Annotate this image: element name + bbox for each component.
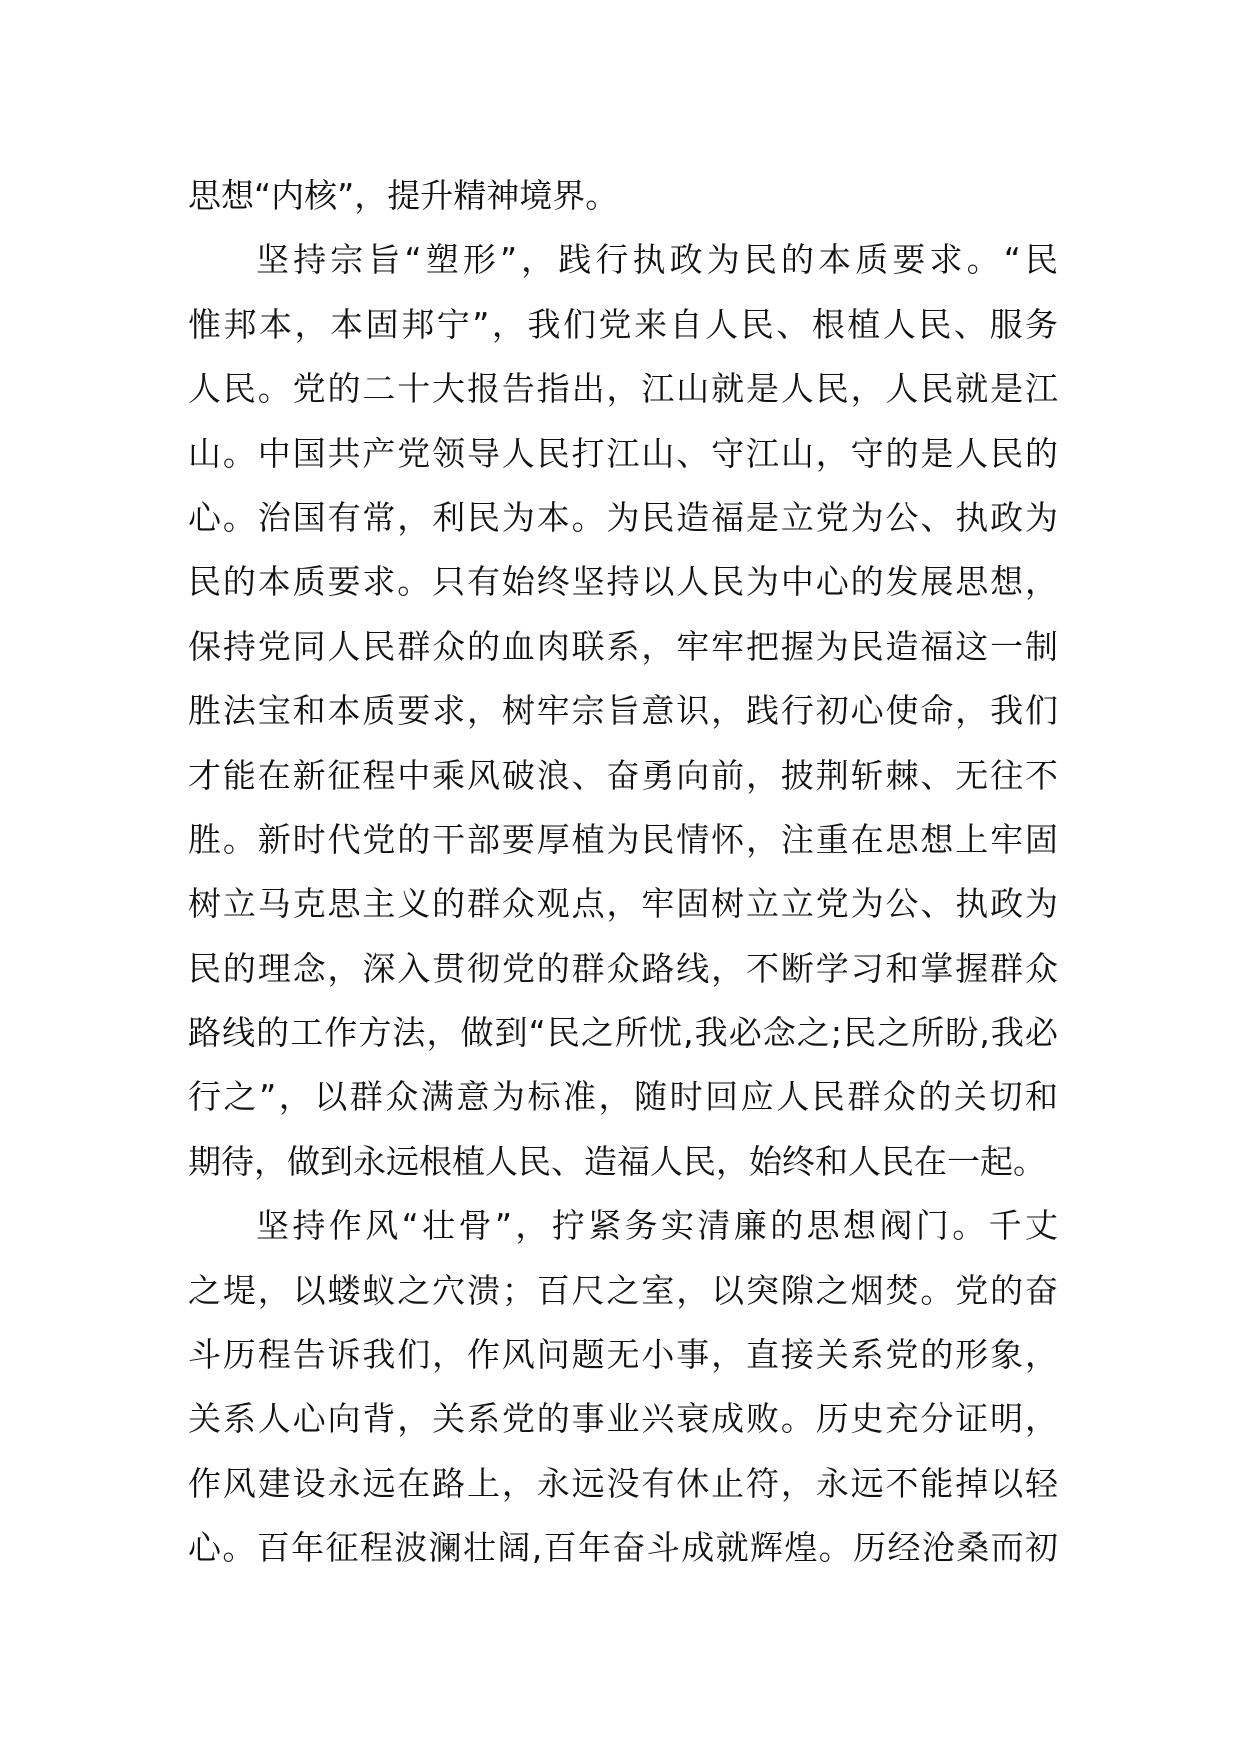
text-line: 之堤，以蝼蚁之穴溃；百尺之室，以突隙之烟焚。党的奋 <box>188 1270 1058 1310</box>
text-line: 心。治国有常，利民为本。为民造福是立党为公、执政为 <box>188 497 1058 537</box>
text-line: 胜法宝和本质要求，树牢宗旨意识，践行初心使命，我们 <box>188 691 1058 731</box>
text-line: 保持党同人民群众的血肉联系，牢牢把握为民造福这一制 <box>188 626 1058 666</box>
text-line: 山。中国共产党领导人民打江山、守江山，守的是人民的 <box>188 433 1058 473</box>
text-line: 路线的工作方法，做到“民之所忧,我必念之;民之所盼,我必 <box>188 1013 1058 1053</box>
text-line: 作风建设永远在路上，永远没有休止符，永远不能掉以轻 <box>188 1463 1058 1503</box>
text-line: 惟邦本，本固邦宁”，我们党来自人民、根植人民、服务 <box>188 304 1058 344</box>
text-line: 才能在新征程中乘风破浪、奋勇向前，披荆斩棘、无往不 <box>188 755 1058 795</box>
text-line: 胜。新时代党的干部要厚植为民情怀，注重在思想上牢固 <box>188 819 1058 859</box>
document-body <box>188 164 1058 1581</box>
paragraph-first-line: 坚持宗旨“塑形”，践行执政为民的本质要求。“民 <box>256 240 1058 280</box>
text-line: 民的本质要求。只有始终坚持以人民为中心的发展思想， <box>188 562 1058 602</box>
text-line: 心。百年征程波澜壮阔,百年奋斗成就辉煌。历经沧桑而初 <box>188 1528 1058 1568</box>
text-line: 斗历程告诉我们，作风问题无小事，直接关系党的形象， <box>188 1335 1058 1375</box>
text-line: 思想“内核”，提升精神境界。 <box>188 176 619 215</box>
text-line: 人民。党的二十大报告指出，江山就是人民，人民就是江 <box>188 369 1058 409</box>
text-line: 民的理念，深入贯彻党的群众路线，不断学习和掌握群众 <box>188 948 1058 988</box>
text-line: 行之”，以群众满意为标准，随时回应人民群众的关切和 <box>188 1077 1058 1117</box>
paragraph-first-line: 坚持作风“壮骨”，拧紧务实清廉的思想阀门。千丈 <box>256 1206 1058 1246</box>
text-line: 树立马克思主义的群众观点，牢固树立立党为公、执政为 <box>188 884 1058 924</box>
text-line: 期待，做到永远根植人民、造福人民，始终和人民在一起。 <box>188 1141 1046 1181</box>
text-line: 关系人心向背，关系党的事业兴衰成败。历史充分证明， <box>188 1399 1058 1439</box>
